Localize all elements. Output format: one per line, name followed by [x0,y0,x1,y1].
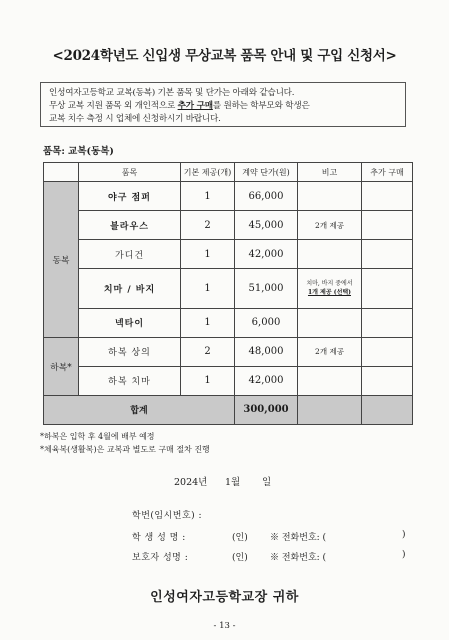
notice-text: 를 원하는 학부모와 학생은 [212,101,310,111]
item-price: 51,000 [235,269,298,308]
notice-emphasis: 추가 구매 [177,101,213,111]
student-phone-close: ) [402,530,406,540]
item-price: 45,000 [235,211,298,240]
item-name: 블라우스 [79,211,181,240]
student-name-label: 학 생 성 명 : [132,533,186,543]
date-day: 일 [262,477,272,488]
student-seal: (인) [232,533,248,543]
guardian-phone-close: ) [402,550,406,560]
group-label-summer: 하복* [44,337,79,395]
item-note [298,269,362,308]
header-cell: 비고 [298,163,362,182]
group-label-winter: 동복 [44,182,79,338]
extra-purchase-cell[interactable] [362,182,413,211]
total-value: 300,000 [235,395,298,424]
extra-purchase-cell[interactable] [362,269,413,308]
item-qty: 1 [181,366,235,395]
note-line: 치마, 바지 중에서 [306,280,353,288]
note-line: 1개 제공 (선택) [307,289,351,297]
item-qty: 1 [181,308,235,337]
total-empty-cell [298,395,362,424]
item-price: 42,000 [235,366,298,395]
table-row [44,240,413,269]
item-note: 2개 제공 [298,211,362,240]
item-name: 하복 상의 [79,337,181,366]
principal-addressee: 인성여자고등학교장 귀하 [150,590,299,605]
table-row [44,308,413,337]
page-number: - 13 - [213,621,236,631]
header-cell: 추가 구매 [362,163,413,182]
date-year: 2024년 [174,477,208,488]
item-name: 하복 치마 [79,366,181,395]
header-cell: 기본 제공(개) [181,163,235,182]
table-row [44,269,413,308]
footnotes [40,430,210,456]
notice-line-3: 교복 치수 측정 시 업체에 신청하시기 바랍니다. [49,114,221,124]
item-note [298,308,362,337]
student-phone-label: ※ 전화번호: ( [270,533,327,543]
item-qty: 2 [181,211,235,240]
notice-line-1: 인성여자고등학교 교복(동복) 기본 품목 및 단가는 아래와 같습니다. [49,88,295,98]
item-qty: 1 [181,269,235,308]
guardian-phone-label: ※ 전화번호: ( [270,553,327,563]
header-cell: 품목 [79,163,181,182]
total-empty-cell [362,395,413,424]
table-row [44,211,413,240]
table-row [44,366,413,395]
item-name: 가디건 [79,240,181,269]
item-name: 치마 / 바지 [79,269,181,308]
item-qty: 2 [181,337,235,366]
item-qty: 1 [181,240,235,269]
guardian-name-label: 보호자 성명 : [132,553,189,563]
item-note [298,240,362,269]
table-row [44,182,413,211]
extra-purchase-cell[interactable] [362,308,413,337]
header-cell: 계약 단가(원) [235,163,298,182]
date-month: 1월 [225,477,241,488]
total-label: 합계 [44,395,235,424]
item-note [298,182,362,211]
item-note: 2개 제공 [298,337,362,366]
student-id-label: 학번(임시번호) : [132,511,203,521]
extra-purchase-cell[interactable] [362,240,413,269]
header-cell-group [44,163,79,182]
notice-line-2 [49,100,397,113]
item-note [298,366,362,395]
item-price: 42,000 [235,240,298,269]
notice-box [40,82,406,127]
item-name: 넥타이 [79,308,181,337]
item-name: 야구 점퍼 [79,182,181,211]
item-price: 48,000 [235,337,298,366]
extra-purchase-cell[interactable] [362,211,413,240]
document-title: <2024학년도 신입생 무상교복 품목 안내 및 구입 신청서> [52,48,397,64]
guardian-seal: (인) [232,553,248,563]
uniform-items-table [43,162,413,425]
notice-text: 무상 교복 지원 품목 외 개인적으로 [49,101,178,111]
section-label: 품목: 교복(동복) [43,146,114,157]
table-row [44,337,413,366]
footnote: *체육복(생활복)은 교복과 별도로 구매 절차 진행 [40,445,210,454]
item-qty: 1 [181,182,235,211]
extra-purchase-cell[interactable] [362,366,413,395]
item-price: 66,000 [235,182,298,211]
item-price: 6,000 [235,308,298,337]
table-header-row [44,163,413,182]
extra-purchase-cell[interactable] [362,337,413,366]
total-row [44,395,413,424]
footnote: *하복은 입학 후 4월에 배부 예정 [40,432,155,441]
